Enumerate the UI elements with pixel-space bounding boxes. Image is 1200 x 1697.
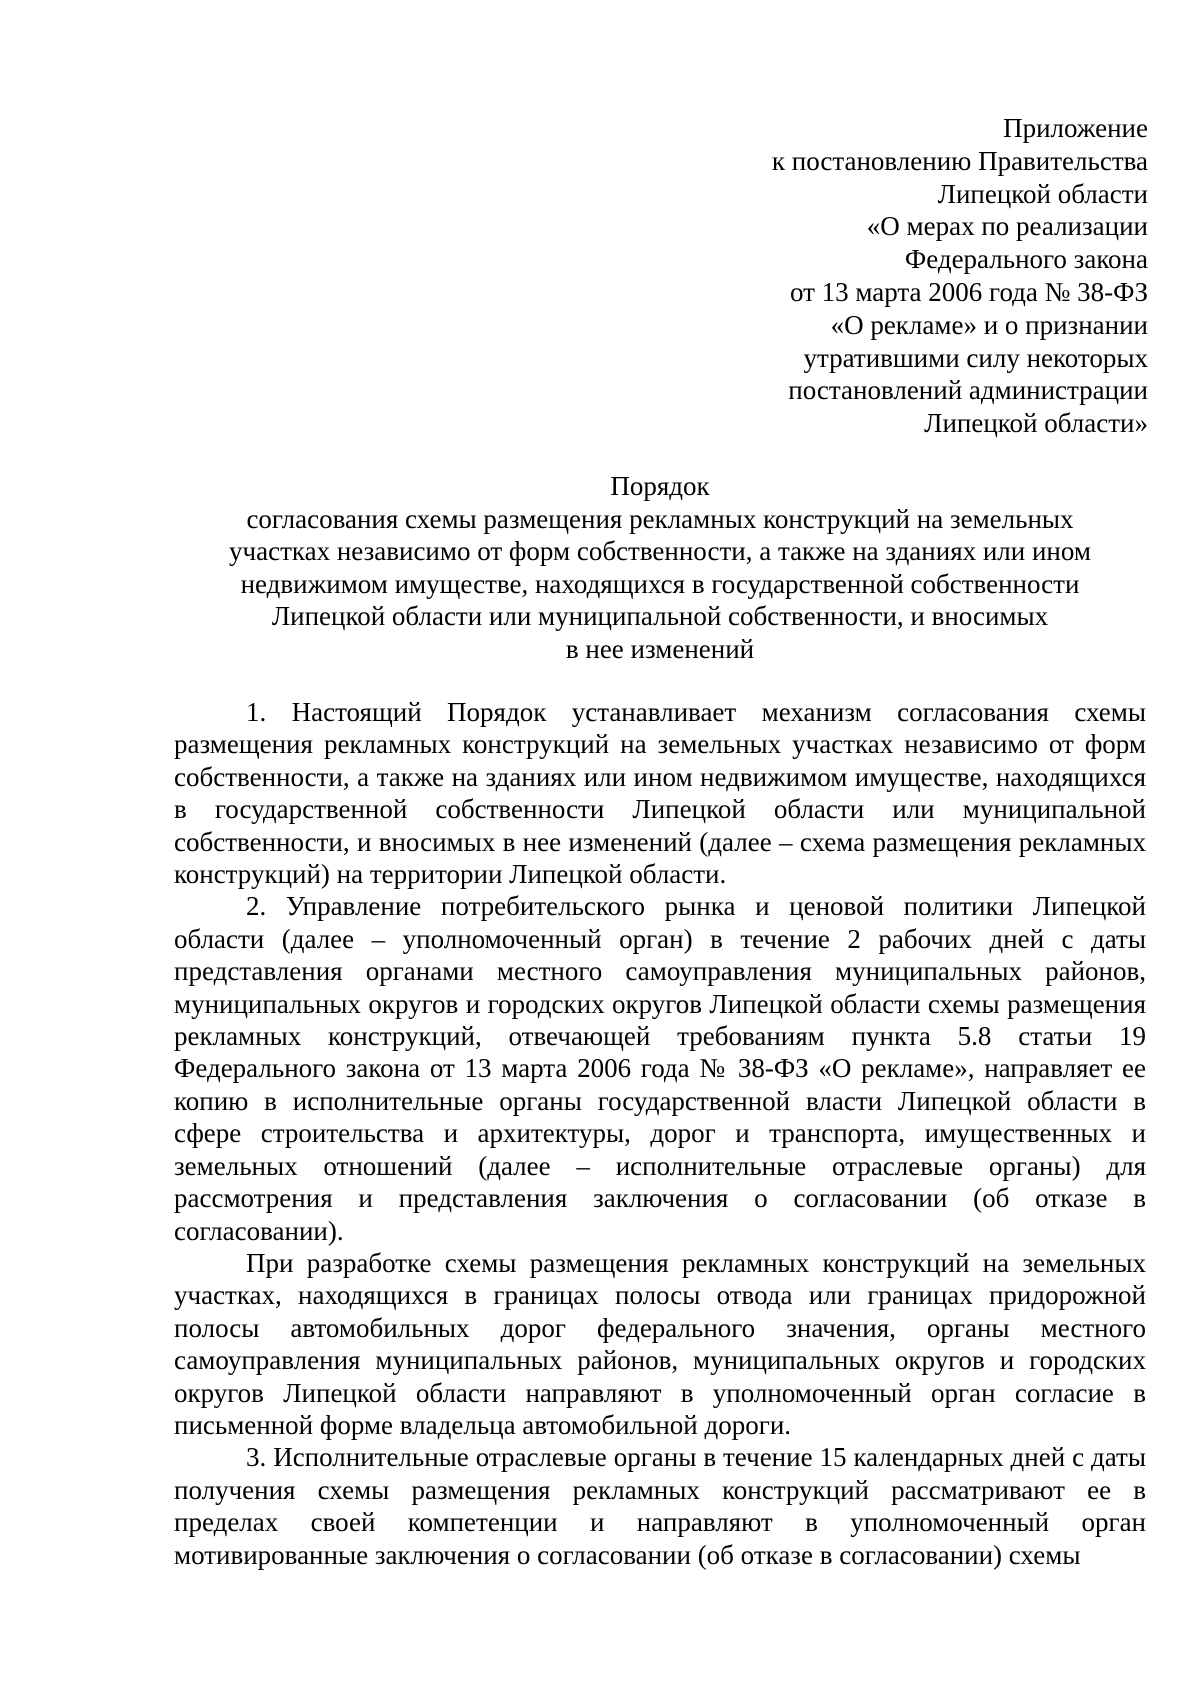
title-heading: Порядок [610,471,710,501]
title-line: в нее изменений [565,633,755,664]
document-title [160,470,1160,666]
paragraph-2: 2. Управление потребительского рынка и ценовой политики Липецкой области (далее – уполномоченный орган) в течение 2 рабочих дней с даты представления органами местного самоуправления муниципальных районов, муниципальных округов и городских округов Липецкой области схемы размещения рекламных конструкций, отвечающей требованиям пункта 5.8 статьи 19 Федерального закона от 13 марта 2006 года № 38-ФЗ «О рекламе», направляет ее копию в исполнительные органы государственной власти Липецкой области в сфере строительства и архитектуры, дорог и транспорта, имущественных и земельных отношений (далее – исполнительные отраслевые органы) для рассмотрения и представления заключения о согласовании (об отказе в согласовании). [174,891,1146,1246]
title-line: недвижимом имуществе, находящихся в государственной собственности [240,568,1080,599]
paragraph-1: 1. Настоящий Порядок устанавливает механизм согласования схемы размещения рекламных конструкций на земельных участках независимо от форм собственности, а также на зданиях или ином недвижимом имуществе, находящихся в государственной собственности Липецкой области или муниципальной собственности, и вносимых в нее изменений (далее – схема размещения рекламных конструкций) на территории Липецкой области. [174,697,1146,890]
header-line: постановлений администрации [788,375,1148,406]
title-line: согласования схемы размещения рекламных конструкций на земельных [246,503,1074,534]
title-line: Липецкой области или муниципальной собственности, и вносимых [271,601,1049,632]
document-body [174,696,1146,1571]
header-line: от 13 марта 2006 года № 38-ФЗ [789,276,1148,307]
paragraph-2-note: При разработке схемы размещения рекламных конструкций на земельных участках, находящихся в границах полосы отвода или границах придорожной полосы автомобильных дорог федерального значения, органы местного самоуправления муниципальных районов, муниципальных округов и городских округов Липецкой области направляют в уполномоченный орган согласие в письменной форме владельца автомобильной дороги. [174,1247,1146,1440]
header-line: Липецкой области [937,178,1148,209]
header-line: «О рекламе» и о признании [830,309,1148,340]
header-line: утратившими силу некоторых [803,342,1148,373]
appendix-header [588,112,1148,440]
header-line: Липецкой области» [924,408,1148,439]
header-line: Федерального закона [904,244,1148,275]
paragraph-3: 3. Исполнительные отраслевые органы в течение 15 календарных дней с даты получения схемы размещения рекламных конструкций рассматривают ее в пределах своей компетенции и направляют в уполномоченный орган мотивированные заключения о согласовании (об отказе в согласовании) схемы [174,1442,1146,1570]
title-line: участках независимо от форм собственности, а также на зданиях или ином [229,536,1091,567]
header-line: к постановлению Правительства [771,145,1148,176]
header-line: «О мерах по реализации [866,211,1148,242]
header-line: Приложение [1003,113,1148,143]
